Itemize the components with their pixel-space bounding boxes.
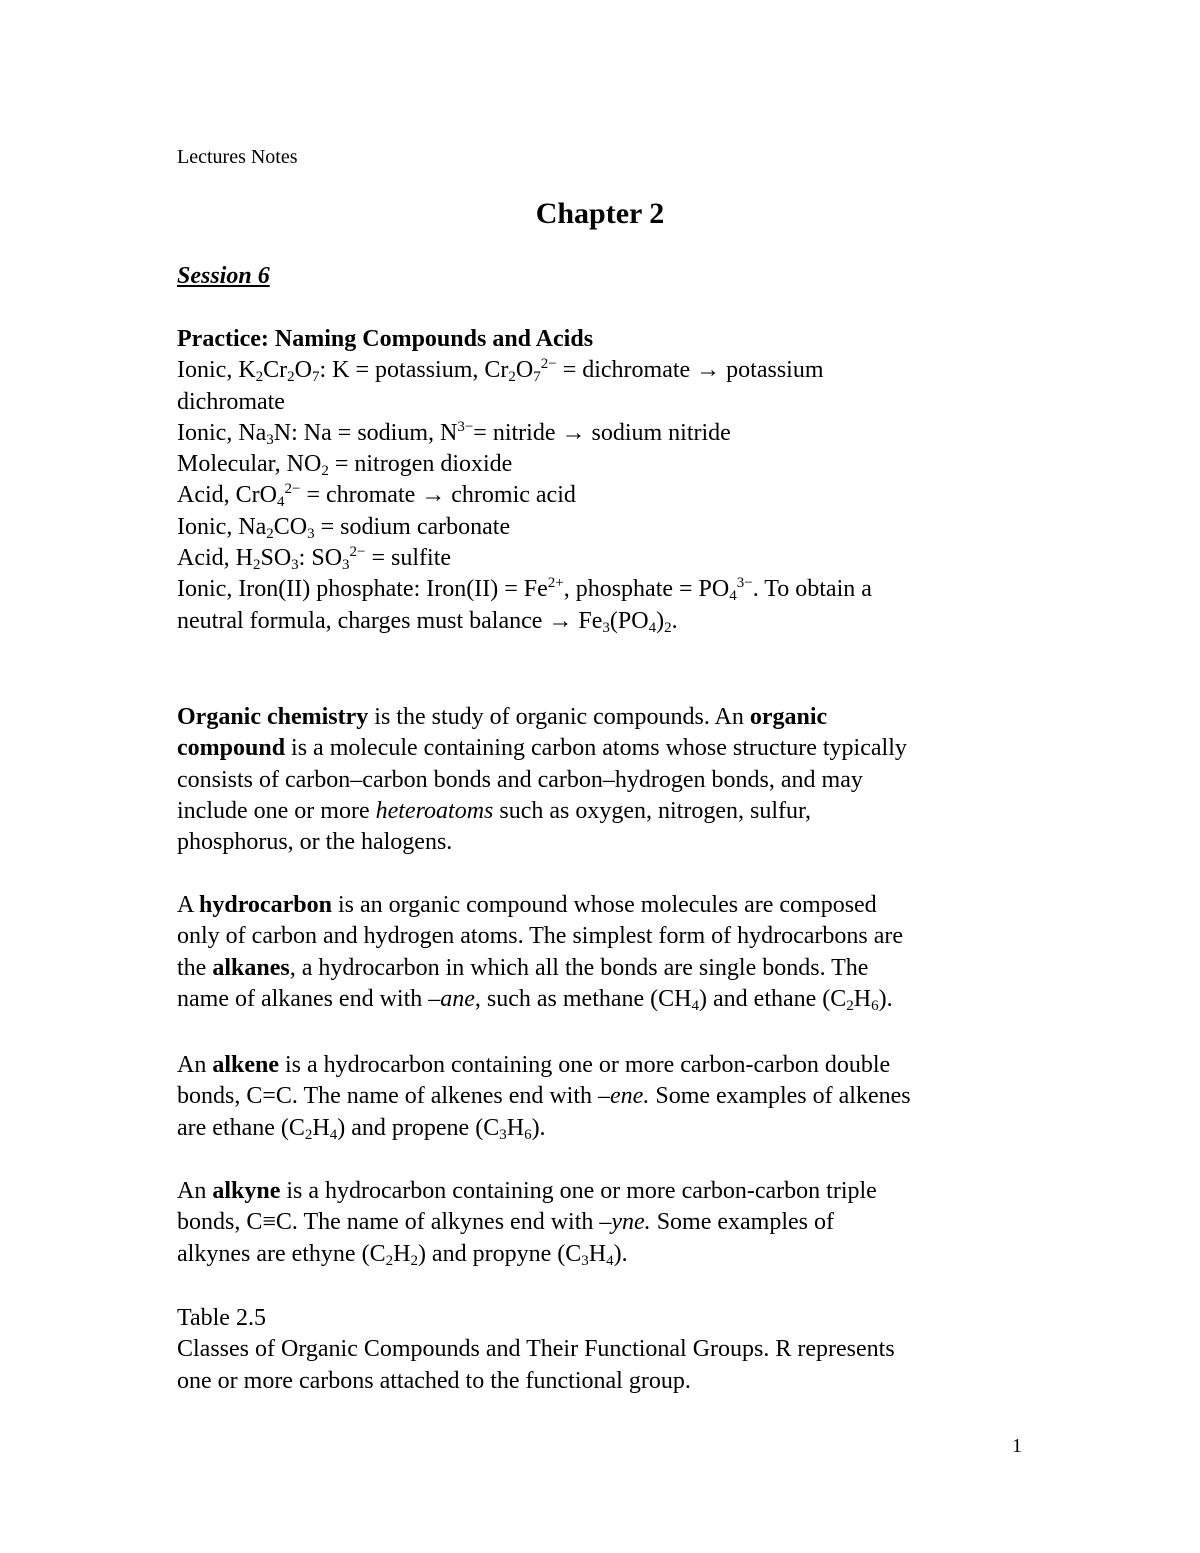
table-caption-line-2: one or more carbons attached to the functional group. — [177, 1367, 691, 1394]
table-caption-line-1: Classes of Organic Compounds and Their Functional Groups. R represents — [177, 1336, 895, 1363]
hydro-line-3: the alkanes, a hydrocarbon in which all the bonds are single bonds. The — [177, 954, 869, 981]
header-note: Lectures Notes — [177, 146, 298, 168]
organic-line-1: Organic chemistry is the study of organic compounds. An organic — [177, 704, 828, 730]
alkene-line-2: bonds, C=C. The name of alkenes end with –ene. Some examples of alkenes — [177, 1083, 911, 1110]
alkyne-line-2: bonds, C≡C. The name of alkynes end with –yne. Some examples of — [177, 1209, 834, 1236]
alkyne-line-1: An alkyne is a hydrocarbon containing one or more carbon-carbon triple — [177, 1178, 877, 1204]
organic-line-5: phosphorus, or the halogens. — [177, 829, 453, 856]
practice-section — [177, 324, 1057, 637]
practice-line-8: Ionic, Iron(II) phosphate: Iron(II) = $Fe^{2+}$, phosphate = $PO_4^{3-}$. To obtain a — [177, 575, 872, 605]
table-caption — [177, 1303, 1057, 1397]
page-number: 1 — [1012, 1435, 1022, 1457]
practice-line-1: Ionic, $K_2Cr_2O_7$: K = potassium, $Cr_2O_7^{2-}$ = dichromate → potassium — [177, 356, 824, 386]
chapter-title: Chapter 2 — [535, 197, 665, 230]
alkyne-paragraph — [177, 1176, 1057, 1270]
hydro-line-1: A hydrocarbon is an organic compound whose molecules are composed — [177, 892, 877, 918]
practice-line-9: neutral formula, charges must balance → $Fe_3(PO_4)_2$. — [177, 607, 678, 636]
alkene-line-1: An alkene is a hydrocarbon containing one or more carbon-carbon double — [177, 1052, 891, 1078]
hydro-line-2: only of carbon and hydrogen atoms. The simplest form of hydrocarbons are — [177, 923, 904, 950]
practice-line-3: Ionic, $Na_3N$: Na = sodium, $N^{3-}=$ nitride → sodium nitride — [177, 418, 731, 448]
alkene-paragraph — [177, 1050, 1057, 1144]
organic-paragraph — [177, 702, 1057, 858]
practice-line-6: Ionic, $Na_2CO_3$ = sodium carbonate — [177, 513, 511, 542]
alkyne-line-3: alkynes are ethyne $(C_2H_2)$ and propyne $(C_3H_4)$. — [177, 1240, 628, 1269]
hydrocarbon-paragraph — [177, 890, 1057, 1015]
hydro-line-4: name of alkanes end with –ane, such as methane $(CH_4)$ and ethane $(C_2H_6)$. — [177, 985, 893, 1014]
practice-line-7: Acid, $H_2SO_3$: $SO_3^{2-}$ = sulfite — [177, 544, 452, 574]
organic-line-2: compound is a molecule containing carbon atoms whose structure typically — [177, 735, 907, 762]
organic-line-4: include one or more heteroatoms such as oxygen, nitrogen, sulfur, — [177, 797, 812, 824]
practice-line-2: dichromate — [177, 388, 285, 415]
organic-line-3: consists of carbon–carbon bonds and carbon–hydrogen bonds, and may — [177, 766, 863, 793]
practice-line-4: Molecular, $NO_2$ = nitrogen dioxide — [177, 451, 513, 480]
practice-line-5: Acid, CrO$_4^{2-}$ = chromate → chromic acid — [177, 481, 576, 511]
table-label: Table 2.5 — [177, 1305, 266, 1331]
alkene-line-3: are ethane $(C_2H_4)$ and propene $(C_3H_6)$. — [177, 1114, 546, 1143]
practice-heading: Practice: Naming Compounds and Acids — [177, 326, 594, 352]
session-title: Session 6 — [177, 263, 270, 289]
